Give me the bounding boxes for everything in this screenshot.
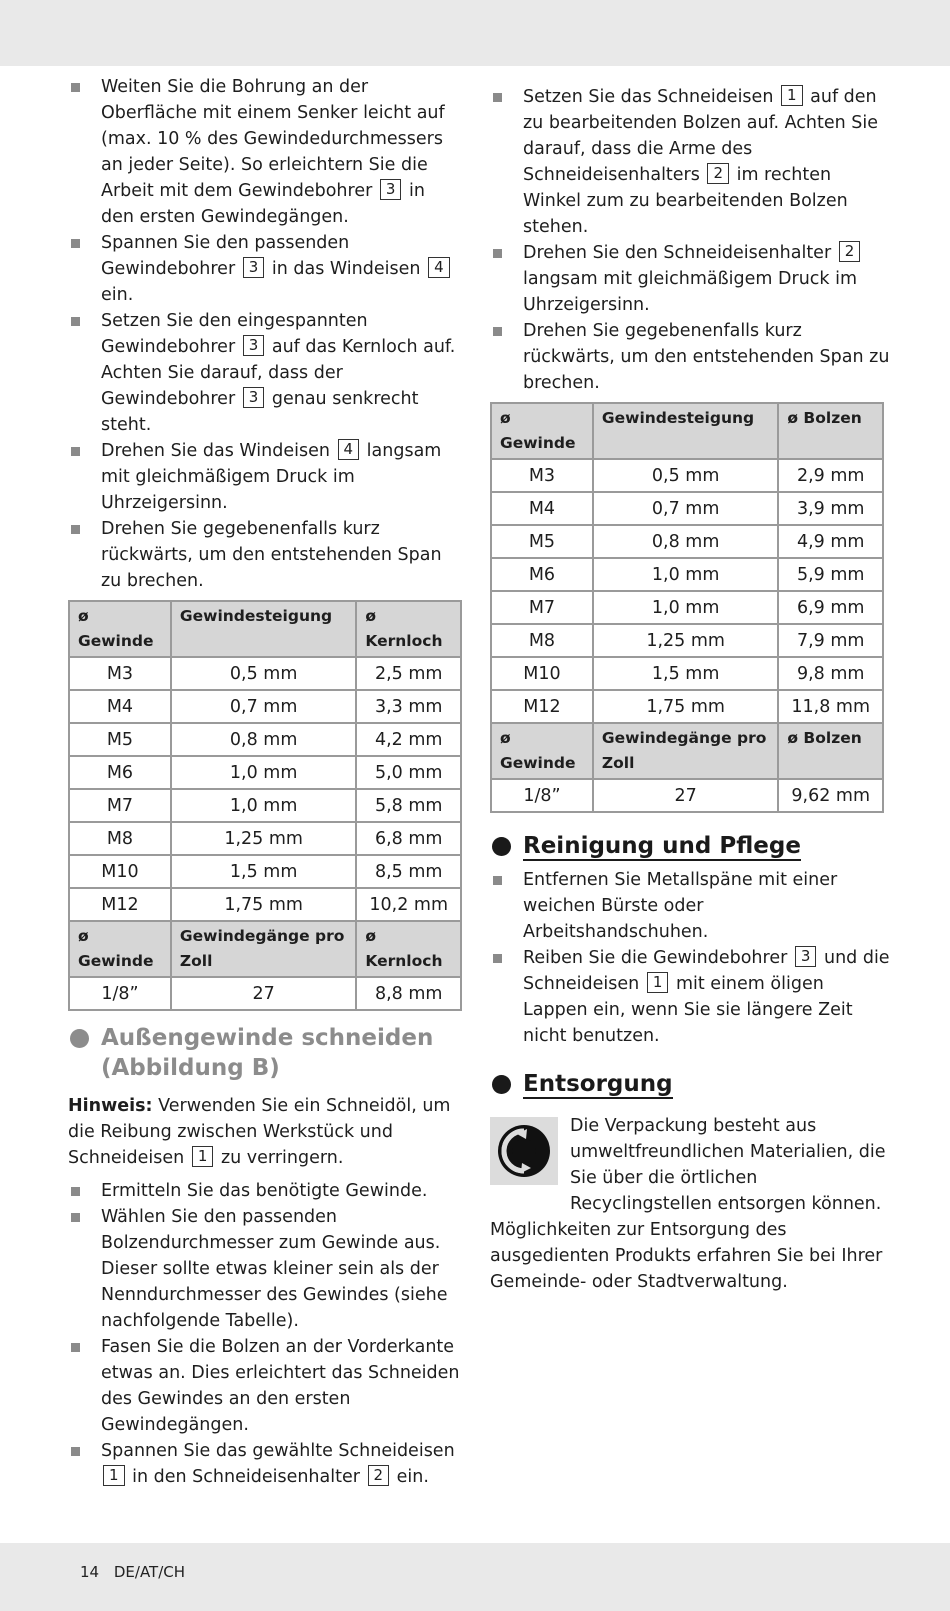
table-cell: 1,0 mm <box>171 789 356 822</box>
table-cell: 0,5 mm <box>171 657 356 690</box>
top-bar <box>0 0 950 66</box>
square-bullet-icon <box>71 317 80 326</box>
table-cell: M12 <box>69 888 171 921</box>
table-header: Gewindegänge pro Zoll <box>171 921 356 977</box>
table-row <box>69 756 461 789</box>
item-text: in das Windeisen <box>271 259 421 279</box>
item-text: mit einem öligen Lappen ein, wenn Sie sie längere Zeit nicht benutzen. <box>523 974 853 1046</box>
item-text: Setzen Sie den eingespannten Gewindebohrer <box>101 311 368 357</box>
table-cell: 1,0 mm <box>171 756 356 789</box>
care-list <box>490 867 890 1049</box>
table-cell: 0,8 mm <box>171 723 356 756</box>
table-cell: 1/8” <box>491 779 593 812</box>
table-cell: 1/8” <box>69 977 171 1010</box>
table-cell: 6,8 mm <box>356 822 461 855</box>
tap-instructions-list <box>68 74 462 594</box>
table-cell: 27 <box>171 977 356 1010</box>
item-text: Reiben Sie die Gewindebohrer <box>523 948 788 968</box>
table-cell: 3,3 mm <box>356 690 461 723</box>
section-heading-disposal: Entsorgung <box>490 1069 890 1099</box>
table-cell: M10 <box>69 855 171 888</box>
table-row <box>491 624 883 657</box>
table-header: ø Bolzen <box>778 403 883 459</box>
table-cell: M7 <box>491 591 593 624</box>
square-bullet-icon <box>71 239 80 248</box>
list-item <box>68 230 462 308</box>
die-instructions-list <box>68 1178 462 1490</box>
right-column <box>490 84 890 1295</box>
table-cell: M5 <box>69 723 171 756</box>
item-text: Fasen Sie die Bolzen an der Vorderkante etwas an. Dies erleichtert das Schneiden des Gewindes an den ersten Gewindegängen. <box>101 1337 460 1435</box>
list-item <box>68 1438 462 1490</box>
square-bullet-icon <box>493 876 502 885</box>
table-row <box>69 888 461 921</box>
table-cell: M8 <box>69 822 171 855</box>
left-column <box>68 74 462 1490</box>
list-item <box>490 240 890 318</box>
table-cell: 8,5 mm <box>356 855 461 888</box>
item-text: ein. <box>101 285 134 305</box>
hint-label: Hinweis: <box>68 1096 153 1116</box>
part-number-box: 3 <box>243 387 265 408</box>
page-number: 14 <box>80 1563 100 1581</box>
square-bullet-icon <box>493 954 502 963</box>
square-bullet-icon <box>493 327 502 336</box>
square-bullet-icon <box>71 1343 80 1352</box>
square-bullet-icon <box>71 525 80 534</box>
table-cell: M3 <box>69 657 171 690</box>
table-cell: 7,9 mm <box>778 624 883 657</box>
table-cell: 2,9 mm <box>778 459 883 492</box>
part-number-box: 3 <box>380 179 402 200</box>
table-cell: 10,2 mm <box>356 888 461 921</box>
tap-thread-table <box>68 600 462 1011</box>
table-cell: 8,8 mm <box>356 977 461 1010</box>
list-item <box>490 867 890 945</box>
hint-text: Verwenden Sie ein Schneidöl, um die Reibung zwischen Werkstück und Schneideisen <box>68 1096 451 1168</box>
table-header-row <box>491 723 883 779</box>
table-cell: 1,25 mm <box>171 822 356 855</box>
table-header: ø Kernloch <box>356 921 461 977</box>
item-text: Drehen Sie gegebenenfalls kurz rückwärts, um den entstehenden Span zu brechen. <box>523 321 890 393</box>
square-bullet-icon <box>71 83 80 92</box>
item-text: im rechten Winkel zum zu bearbeitenden Bolzen stehen. <box>523 165 848 237</box>
part-number-box: 1 <box>647 972 669 993</box>
table-row <box>69 723 461 756</box>
item-text: Ermitteln Sie das benötigte Gewinde. <box>101 1181 428 1201</box>
table-cell: 1,25 mm <box>593 624 778 657</box>
list-item <box>490 945 890 1049</box>
square-bullet-icon <box>71 1447 80 1456</box>
list-item <box>68 438 462 516</box>
table-cell: M10 <box>491 657 593 690</box>
table-row <box>491 591 883 624</box>
table-cell: M6 <box>491 558 593 591</box>
part-number-box: 2 <box>839 241 861 262</box>
list-item <box>68 1204 462 1334</box>
part-number-box: 2 <box>368 1465 390 1486</box>
table-header: Gewindegänge pro Zoll <box>593 723 778 779</box>
disposal-text-municipality: Möglichkeiten zur Entsorgung des ausgedienten Produkts erfahren Sie bei Ihrer Gemeinde- oder Stadtverwaltung. <box>490 1220 883 1292</box>
table-row <box>491 779 883 812</box>
table-header: ø Gewinde <box>491 403 593 459</box>
table-cell: M4 <box>491 492 593 525</box>
recycling-green-dot-icon <box>490 1117 558 1185</box>
item-text: Entfernen Sie Metallspäne mit einer weichen Bürste oder Arbeitshandschuhen. <box>523 870 838 942</box>
list-item <box>68 516 462 594</box>
table-cell: 5,8 mm <box>356 789 461 822</box>
table-row <box>491 492 883 525</box>
table-header: ø Gewinde <box>491 723 593 779</box>
part-number-box: 3 <box>243 257 265 278</box>
table-row <box>491 558 883 591</box>
square-bullet-icon <box>71 1187 80 1196</box>
table-header-row <box>69 601 461 657</box>
table-header: ø Kernloch <box>356 601 461 657</box>
table-cell: 11,8 mm <box>778 690 883 723</box>
section-bullet-icon <box>70 1029 89 1048</box>
table-cell: M7 <box>69 789 171 822</box>
item-text: in den Schneideisenhalter <box>132 1467 360 1487</box>
table-row <box>69 822 461 855</box>
part-number-box: 1 <box>103 1465 125 1486</box>
item-text: ein. <box>396 1467 429 1487</box>
part-number-box: 1 <box>192 1146 214 1167</box>
list-item <box>68 308 462 438</box>
table-cell: 0,5 mm <box>593 459 778 492</box>
square-bullet-icon <box>71 447 80 456</box>
table-row <box>69 690 461 723</box>
table-cell: 4,2 mm <box>356 723 461 756</box>
part-number-box: 4 <box>428 257 450 278</box>
table-cell: M8 <box>491 624 593 657</box>
table-cell: 5,9 mm <box>778 558 883 591</box>
item-text: Spannen Sie das gewählte Schneideisen <box>101 1441 455 1461</box>
table-cell: M5 <box>491 525 593 558</box>
table-cell: 9,8 mm <box>778 657 883 690</box>
part-number-box: 4 <box>338 439 360 460</box>
part-number-box: 1 <box>781 85 803 106</box>
item-text: in den ersten Gewindegängen. <box>101 181 425 227</box>
table-cell: 1,75 mm <box>171 888 356 921</box>
list-item <box>68 1178 462 1204</box>
square-bullet-icon <box>493 93 502 102</box>
part-number-box: 2 <box>707 163 729 184</box>
table-cell: 6,9 mm <box>778 591 883 624</box>
list-item <box>490 318 890 396</box>
table-row <box>491 657 883 690</box>
section-heading-care: Reinigung und Pflege <box>490 831 890 861</box>
table-row <box>69 657 461 690</box>
section-heading-external-thread: Außengewinde schneiden (Abbildung B) <box>68 1023 462 1083</box>
square-bullet-icon <box>493 249 502 258</box>
table-header: ø Gewinde <box>69 921 171 977</box>
item-text: langsam mit gleichmäßigem Druck im Uhrzeigersinn. <box>523 269 858 315</box>
square-bullet-icon <box>71 1213 80 1222</box>
region-label: DE/AT/CH <box>113 1563 186 1581</box>
table-row <box>69 977 461 1010</box>
hint-paragraph <box>68 1093 462 1171</box>
list-item <box>490 84 890 240</box>
table-cell: 0,7 mm <box>171 690 356 723</box>
hint-text-end: zu verringern. <box>220 1148 344 1168</box>
section-bullet-icon <box>492 837 511 856</box>
part-number-box: 3 <box>243 335 265 356</box>
list-item <box>68 74 462 230</box>
table-cell: 3,9 mm <box>778 492 883 525</box>
item-text: und die Schneideisen <box>523 948 890 994</box>
item-text: Drehen Sie den Schneideisenhalter <box>523 243 832 263</box>
item-text: Drehen Sie das Windeisen <box>101 441 330 461</box>
table-cell: 0,7 mm <box>593 492 778 525</box>
bolt-thread-table <box>490 402 884 813</box>
table-header: ø Gewinde <box>69 601 171 657</box>
table-header: ø Bolzen <box>778 723 883 779</box>
item-text: Wählen Sie den passenden Bolzendurchmesser zum Gewinde aus. Dieser sollte etwas kleiner sein als der Nenndurchmesser des Gewindes (siehe nachfolgende Tabelle). <box>101 1207 448 1331</box>
die-cutting-list <box>490 84 890 396</box>
item-text: Drehen Sie gegebenenfalls kurz rückwärts, um den entstehenden Span zu brechen. <box>101 519 442 591</box>
footer-text <box>80 1563 185 1581</box>
table-cell: 1,5 mm <box>171 855 356 888</box>
table-row <box>491 690 883 723</box>
table-cell: 2,5 mm <box>356 657 461 690</box>
table-cell: M4 <box>69 690 171 723</box>
disposal-block <box>490 1113 890 1217</box>
section-bullet-icon <box>492 1075 511 1094</box>
item-text: genau senkrecht steht. <box>101 389 419 435</box>
item-text: Spannen Sie den passenden Gewindebohrer <box>101 233 350 279</box>
list-item <box>68 1334 462 1438</box>
table-cell: M12 <box>491 690 593 723</box>
table-cell: 27 <box>593 779 778 812</box>
table-row <box>69 789 461 822</box>
table-cell: 0,8 mm <box>593 525 778 558</box>
table-header-row <box>491 403 883 459</box>
table-cell: M3 <box>491 459 593 492</box>
item-text: langsam mit gleichmäßigem Druck im Uhrzeigersinn. <box>101 441 442 513</box>
table-row <box>491 459 883 492</box>
table-row <box>491 525 883 558</box>
item-text: Weiten Sie die Bohrung an der Oberfläche mit einem Senker leicht auf (max. 10 % des Gewindedurchmessers an jeder Seite). So erleichtern Sie die Arbeit mit dem Gewindebohrer <box>101 77 445 201</box>
table-header: Gewindesteigung <box>171 601 356 657</box>
table-cell: 4,9 mm <box>778 525 883 558</box>
item-text: Setzen Sie das Schneideisen <box>523 87 774 107</box>
part-number-box: 3 <box>795 946 817 967</box>
table-cell: 1,0 mm <box>593 558 778 591</box>
table-cell: 1,5 mm <box>593 657 778 690</box>
table-cell: 1,75 mm <box>593 690 778 723</box>
table-cell: 9,62 mm <box>778 779 883 812</box>
table-header: Gewindesteigung <box>593 403 778 459</box>
footer-bar <box>0 1543 950 1611</box>
table-row <box>69 855 461 888</box>
table-cell: 1,0 mm <box>593 591 778 624</box>
table-header-row <box>69 921 461 977</box>
table-cell: 5,0 mm <box>356 756 461 789</box>
item-text: auf das Kernloch auf. Achten Sie darauf, dass der Gewindebohrer <box>101 337 456 409</box>
disposal-text: Die Verpackung besteht aus umweltfreundlichen Materialien, die Sie über die örtlichen Recyclingstellen entsorgen können. <box>570 1116 886 1214</box>
item-text: auf den zu bearbeitenden Bolzen auf. Achten Sie darauf, dass die Arme des Schneideisenhalters <box>523 87 879 185</box>
table-cell: M6 <box>69 756 171 789</box>
